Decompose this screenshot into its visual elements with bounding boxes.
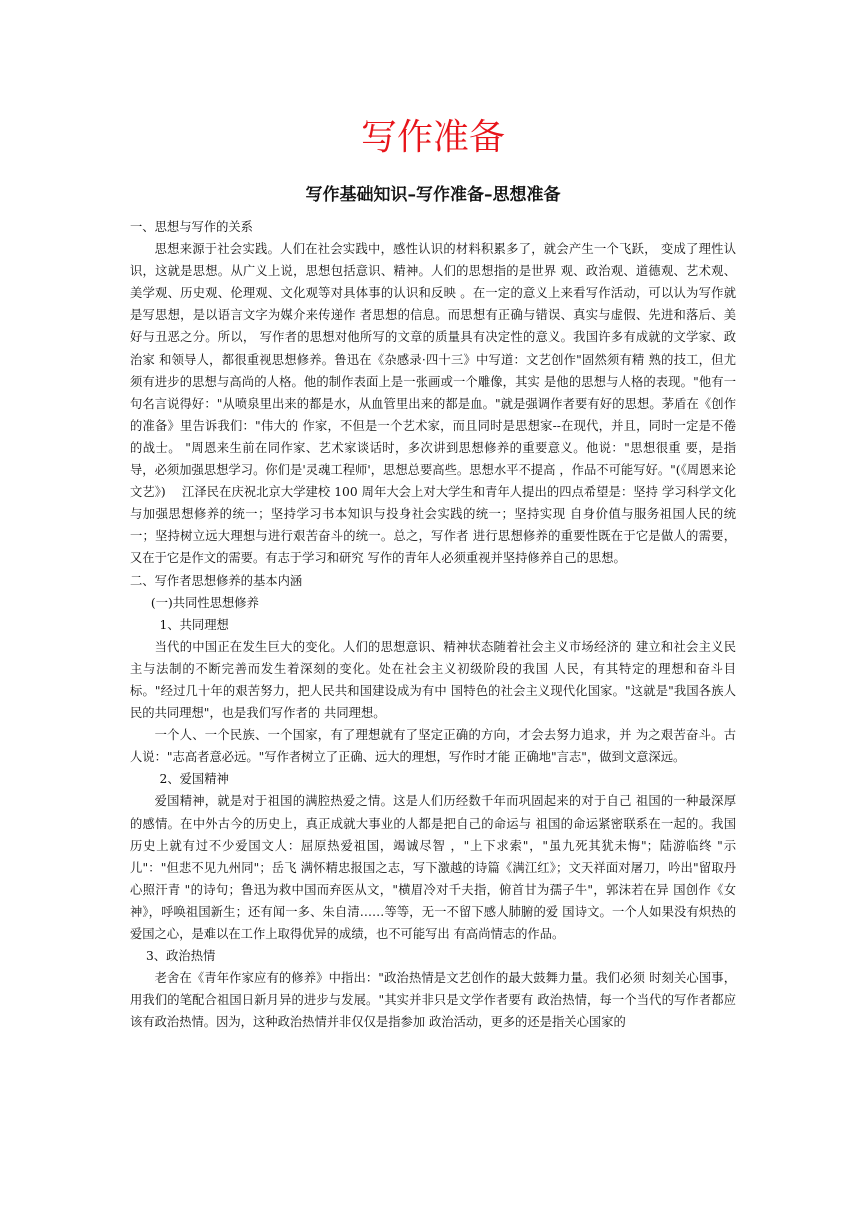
section-heading-1: 一、思想与写作的关系 bbox=[130, 220, 253, 234]
paragraph-4: 爱国精神，就是对于祖国的满腔热爱之情。这是人们历经数千年而巩固起来的对于自己 祖国的一种最深厚的感情。在中外古今的历史上，真正成就大事业的人都是把自己的命运与 祖国的命运紧密联系在一起的。我国历史上就有过不少爱国文人：屈原热爱祖国，竭诚尽智 ，"上下求索"，"虽九死其犹未悔"；陆游临终 "示儿"："但悲不见九州同"；岳飞 满怀精忠报国之志，写下激越的诗篇《满江红》；文天祥面对屠刀，吟出"留取丹心照汗青 "的诗句；鲁迅为救中国而弃医从文，"横眉冷对千夫指，俯首甘为孺子牛"，郭沫若在异 国创作《女神》，呼唤祖国新生；还有闻一多、朱自清……等等，无一不留下感人肺腑的爱 国诗文。一个人如果没有炽热的爱国之心，是难以在工作上取得优异的成绩，也不可能写出 有高尚情志的作品。 bbox=[130, 794, 736, 941]
paragraph-2: 当代的中国正在发生巨大的变化。人们的思想意识、精神状态随着社会主义市场经济的 建立和社会主义民主与法制的不断完善而发生着深刻的变化。处在社会主义初级阶段的我国 人民，有其特定的理想和奋斗目标。"经过几十年的艰苦努力，把人民共和国建设成为有中 国特色的社会主义现代化国家。"这就是"我国各族人民的共同理想"，也是我们写作者的 共同理想。 bbox=[130, 639, 736, 721]
page-subtitle: 写作基础知识–写作准备–思想准备 bbox=[305, 185, 561, 205]
item-heading-3: 3、政治热情 bbox=[145, 949, 216, 964]
page-title: 写作准备 bbox=[360, 117, 505, 158]
item-heading-2: 2、爱国精神 bbox=[159, 772, 229, 787]
document-body bbox=[130, 216, 736, 1033]
paragraph-3: 一个人、一个民族、一个国家，有了理想就有了坚定正确的方向，才会去努力追求，并 为之艰苦奋斗。古人说："志高者意必远。"写作者树立了正确、远大的理想，写作时才能 正确地"言志"，做到文意深远。 bbox=[130, 728, 736, 765]
section-heading-2: 二、写作者思想修养的基本内涵 bbox=[130, 573, 303, 588]
subsection-heading: (一)共同性思想修养 bbox=[150, 595, 259, 610]
paragraph-5: 老舍在《青年作家应有的修养》中指出："政治热情是文艺创作的最大鼓舞力量。我们必须 时刻关心国事，用我们的笔配合祖国日新月异的进步与发展。"其实并非只是文学作者要有 政治热情，每一个当代的写作者都应该有政治热情。因为，这种政治热情并非仅仅是指参加 政治活动，更多的还是指关心国家的 bbox=[130, 971, 736, 1030]
paragraph-1: 思想来源于社会实践。人们在社会实践中，感性认识的材料积累多了，就会产生一个飞跃， 变成了理性认识，这就是思想。从广义上说，思想包括意识、精神。人们的思想指的是世界 观、政治观、道德观、艺术观、美学观、历史观、伦理观、文化观等对具体事的认识和反映 。在一定的意义上来看写作活动，可以认为写作就是写思想，是以语言文字为媒介来传递作 者思想的信息。而思想有正确与错误、真实与虚假、先进和落后、美好与丑恶之分。所以， 写作者的思想对他所写的文章的质量具有决定性的意义。我国许多有成就的文学家、政治家 和领导人，都很重视思想修养。鲁迅在《杂感录·四十三》中写道：文艺创作"固然须有精 熟的技工，但尤须有进步的思想与高尚的人格。他的制作表面上是一张画或一个雕像，其实 是他的思想与人格的表现。"他有一句名言说得好："从喷泉里出来的都是水，从血管里出来的都是血。"就是强调作者要有好的思想。茅盾在《创作的准备》里告诉我们："伟大的 作家，不但是一个艺术家，而且同时是思想家--在现代，并且，同时一定是不倦的战士。 "周恩来生前在同作家、艺术家谈话时，多次讲到思想修养的重要意义。他说："思想很重 要，是指导，必须加强思想学习。你们是'灵魂工程师'，思想总要高些。思想水平不提高 ，作品不可能写好。"(《周恩来论文艺》) 江泽民在庆祝北京大学建校 100 周年大会上对大学生和青年人提出的四点希望是：坚持 学习科学文化与加强思想修养的统一；坚持学习书本知识与投身社会实践的统一；坚持实现 自身价值与服务祖国人民的统一；坚持树立远大理想与进行艰苦奋斗的统一。总之，写作者 进行思想修养的重要性既在于它是做人的需要，又在于它是作文的需要。有志于学习和研究 写作的青年人必须重视并坚持修养自己的思想。 bbox=[130, 242, 736, 566]
item-heading-1: 1、共同理想 bbox=[159, 617, 229, 632]
